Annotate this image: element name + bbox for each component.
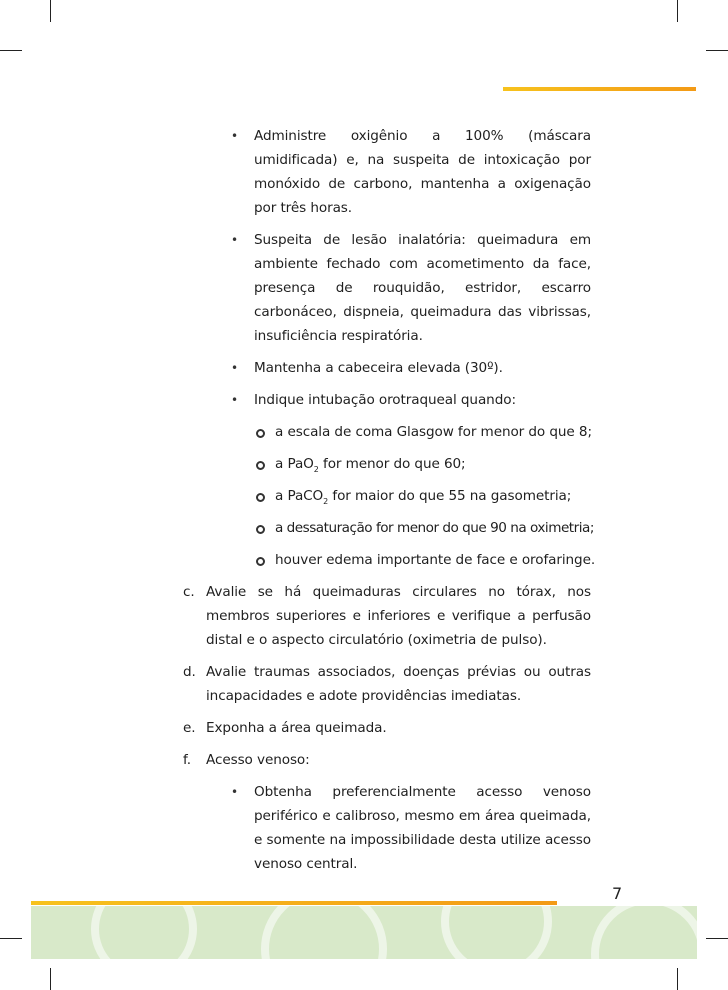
crop-mark: [0, 938, 22, 939]
crop-mark: [0, 50, 22, 51]
item-letter: e.: [183, 720, 196, 736]
decorative-circle: [441, 906, 552, 959]
crop-mark: [50, 0, 51, 22]
bullet-item: • Administre oxigênio a 100% (máscara umidificada) e, na suspeita de intoxicação por monóxido de carbono, mantenha a oxigenação por três horas.: [206, 124, 591, 220]
item-text: Avalie se há queimaduras circulares no tórax, nos membros superiores e inferiores e verifique a perfusão distal e o aspecto circulatório (oximetria de pulso).: [206, 584, 591, 648]
lettered-item-d: [183, 660, 591, 708]
footer-decorative-band: [31, 906, 697, 959]
bullet-item: • Suspeita de lesão inalatória: queimadura em ambiente fechado com acometimento da face, presença de rouquidão, estridor, escarro carbonáceo, dispneia, queimadura das vibrissas, insuficiência respiratória.: [206, 228, 591, 348]
crop-mark: [706, 938, 728, 939]
sub-bullet-item: a PaCO$_2$ for maior do que 55 na gasometria;: [206, 484, 591, 508]
sub-bullet-item: a dessaturação for menor do que 90 na oximetria;: [206, 516, 591, 540]
item-text: Avalie traumas associados, doenças prévias ou outras incapacidades e adote providências imediatas.: [206, 664, 591, 704]
sub-bullet-item: houver edema importante de face e orofaringe.: [206, 548, 591, 572]
header-accent-bar: [503, 87, 696, 91]
item-letter: d.: [183, 664, 196, 680]
sub-bullet-item: a escala de coma Glasgow for menor do que 8;: [206, 420, 591, 444]
lettered-item-e: [183, 716, 591, 740]
crop-mark: [706, 50, 728, 51]
crop-mark: [677, 968, 678, 990]
bullet-item: • Obtenha preferencialmente acesso venoso periférico e calibroso, mesmo em área queimada, e somente na impossibilidade desta utilize acesso venoso central.: [206, 780, 591, 876]
item-text: Exponha a área queimada.: [206, 720, 387, 736]
item-letter: c.: [183, 584, 195, 600]
decorative-circle: [261, 906, 387, 959]
decorative-circle: [591, 906, 697, 959]
page-content: [183, 124, 596, 884]
bullet-item: • Indique intubação orotraqueal quando:: [206, 388, 591, 412]
footer-accent-line: [31, 901, 557, 905]
item-text: Acesso venoso:: [206, 752, 310, 768]
lettered-item-c: [183, 580, 591, 652]
crop-mark: [50, 968, 51, 990]
page-number: 7: [612, 884, 623, 903]
decorative-circle: [91, 906, 197, 959]
lettered-item-f: [183, 748, 591, 772]
bullet-item: • Mantenha a cabeceira elevada (30º).: [206, 356, 591, 380]
crop-mark: [677, 0, 678, 22]
sub-bullet-item: a PaO$_2$ for menor do que 60;: [206, 452, 591, 476]
item-letter: f.: [183, 752, 191, 768]
